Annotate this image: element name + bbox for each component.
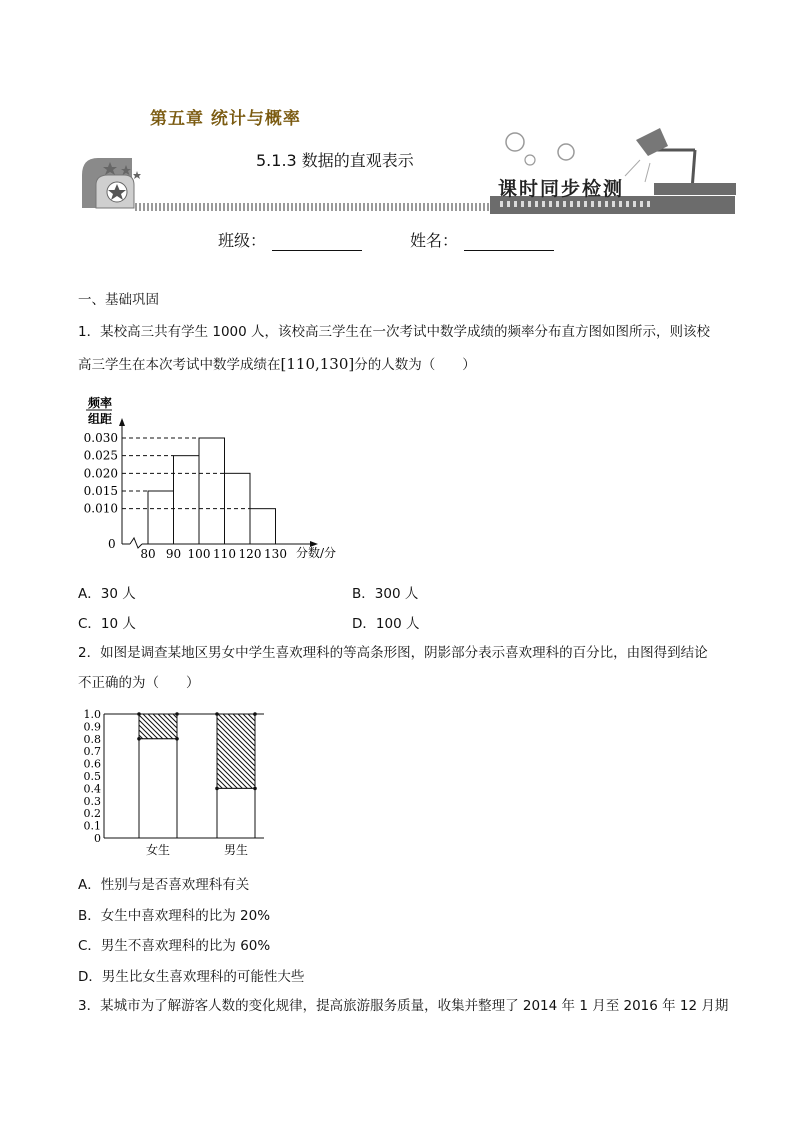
badge-label: 课时同步检测 (498, 178, 625, 200)
q1-line1: 1．某校高三共有学生 1000 人，该校高三学生在一次考试中数学成绩的频率分布直方图如图所示，则该校 (78, 324, 711, 340)
stack-corner-dot (215, 787, 219, 791)
stack-y-tick-label: 0.5 (83, 770, 101, 783)
hist-bar (174, 456, 200, 544)
q2-option-c[interactable]: C．男生不喜欢理科的比为 60% (78, 938, 271, 954)
q1-interval: [110,130] (280, 355, 355, 373)
hist-y-arrow (119, 418, 125, 426)
stack-corner-dot (175, 737, 179, 741)
stack-bar-dislike (139, 739, 177, 838)
stack-corner-dot (175, 712, 179, 716)
stack-category-label: 男生 (223, 843, 249, 857)
stack-y-tick-label: 0.2 (83, 807, 101, 821)
stack-y-tick-label: 1.0 (83, 708, 101, 721)
hist-ylabel-bottom: 组距 (88, 412, 113, 426)
hist-y-tick-label: 0.030 (83, 431, 118, 445)
stack-y-tick-label: 0.6 (83, 757, 101, 771)
q1-option-c[interactable]: C．10 人 (78, 616, 136, 632)
name-label: 姓名： (410, 231, 459, 250)
q1-option-b[interactable]: B．300 人 (352, 586, 419, 602)
hist-x-tick-label: 110 (213, 547, 236, 561)
part-title: 一、基础巩固 (78, 292, 159, 308)
hist-bar (199, 438, 225, 544)
stack-y-tick-label: 0 (94, 832, 101, 845)
chapter-title: 第五章 统计与概率 (150, 109, 301, 129)
class-field (218, 228, 362, 251)
stack-corner-dot (215, 712, 219, 716)
hist-y-tick-label: 0.020 (83, 466, 118, 481)
q2-option-a[interactable]: A．性别与是否喜欢理科有关 (78, 877, 250, 893)
q1-option-d[interactable]: D．100 人 (352, 616, 420, 632)
q2-option-b[interactable]: B．女生中喜欢理科的比为 20% (78, 908, 271, 924)
stack-y-tick-label: 0.3 (83, 794, 101, 808)
header-band-pattern (500, 201, 650, 207)
hist-x-tick-label: 100 (187, 547, 211, 561)
stack-y-tick-label: 0.4 (83, 782, 101, 796)
hist-x-tick-label: 130 (264, 547, 287, 561)
hist-x-tick-label: 120 (238, 547, 262, 561)
stack-bar-dislike (217, 788, 255, 838)
hist-y-tick-label: 0.010 (83, 501, 118, 516)
hist-y-tick-label: 0.025 (83, 448, 118, 463)
hist-origin-label: 0 (108, 537, 116, 551)
stack-y-tick-label: 0.7 (83, 745, 101, 759)
hist-x-tick-label: 90 (165, 547, 182, 561)
histogram-chart (74, 390, 354, 570)
stack-y-tick-label: 0.8 (83, 732, 101, 746)
class-blank[interactable] (272, 234, 362, 251)
name-blank[interactable] (464, 234, 554, 251)
q2-option-d[interactable]: D．男生比女生喜欢理科的可能性大些 (78, 969, 305, 985)
section-title: 5.1.3 数据的直观表示 (256, 151, 414, 170)
stack-y-tick-label: 0.1 (83, 819, 101, 833)
stack-corner-dot (253, 712, 257, 716)
stack-corner-dot (137, 737, 141, 741)
hist-xlabel: 分数/分 (296, 546, 337, 560)
hist-bar (148, 491, 174, 544)
q1-line2-post: 分的人数为（ ） (354, 357, 476, 373)
q3-line1: 3．某城市为了解游客人数的变化规律，提高旅游服务质量，收集并整理了 2014 年 1 月至 2016 年 12 月期 (78, 998, 729, 1014)
q1-line2 (78, 354, 476, 375)
header-dotted-strip (135, 203, 495, 211)
stack-bar-like (217, 714, 255, 788)
name-field (410, 228, 554, 251)
hist-ylabel-top: 频率 (88, 396, 113, 410)
hist-bar (250, 509, 276, 544)
q1-line2-pre: 高三学生在本次考试中数学成绩在 (78, 357, 281, 373)
stack-category-label: 女生 (145, 843, 171, 857)
stack-corner-dot (253, 787, 257, 791)
q2-line2: 不正确的为（ ） (78, 675, 200, 691)
stacked-bar-chart (74, 700, 274, 865)
q2-line1: 2．如图是调查某地区男女中学生喜欢理科的等高条形图，阴影部分表示喜欢理科的百分比，由图得到结论 (78, 645, 708, 661)
header-decoration (0, 0, 794, 220)
class-label: 班级： (218, 231, 267, 250)
header-ornament (0, 0, 794, 220)
q1-option-a[interactable]: A．30 人 (78, 586, 136, 602)
hist-x-tick-label: 80 (140, 547, 156, 561)
stack-y-tick-label: 0.9 (83, 720, 101, 734)
stack-bar-like (139, 714, 177, 739)
stack-corner-dot (137, 712, 141, 716)
hist-y-tick-label: 0.015 (83, 484, 118, 498)
